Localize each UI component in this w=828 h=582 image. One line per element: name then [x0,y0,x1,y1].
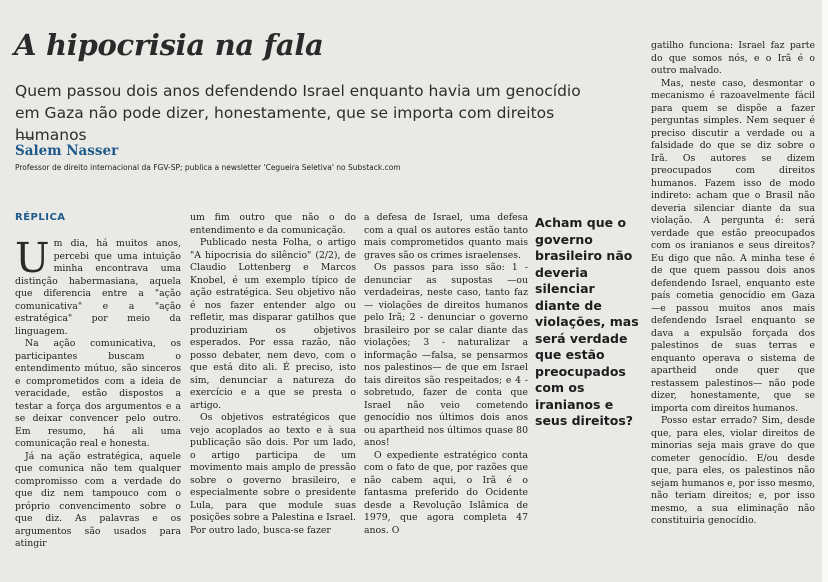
body-column-3 [364,212,528,578]
paragraph [15,238,181,338]
paragraph: um fim outro que não o do entendimento e da comunicação. [190,212,356,236]
paragraph: Já na ação estratégica, aquele que comunica não tem qualquer compromisso com a verdade do que diz nem tampouco com o próprio convencimento sobre o que diz. As palavras e os argumentos são usados para atingir [15,450,181,549]
paragraph: Os objetivos estratégicos que vejo acoplados ao texto e à sua publicação são dois. Por um lado, o artigo participa de um movimento mais amplo de pressão sobre o governo brasileiro, e especialmente sobre o presidente Lula, para que module suas posições sobre a Palestina e Israel. Por outro lado, busca-se fazer [190,412,356,536]
body-column-4 [651,40,815,540]
author-name: Salem Nasser [15,143,119,159]
paragraph: Publicado nesta Folha, o artigo "A hipocrisia do silêncio" (2/2), de Claudio Lottenberg e Marcos Knobel, é um exemplo típico de ação estratégica. Seu objetivo não é nos fazer entender algo ou refletir, mas disparar gatilhos que produziriam os objetivos esperados. Por essa razão, não posso debater, nem devo, com o que está dito ali. É preciso, isto sim, denunciar a natureza do exercício e a que se presta o artigo. [190,237,356,411]
drop-cap: U [15,238,50,282]
paragraph: O expediente estratégico conta com o fato de que, por razões que não cabem aqui, o Irã é o fantasma preferido do Ocidente desde a Revolução Islâmica de 1979, que agora completa 47 anos. O [364,449,528,536]
body-column-1 [15,238,181,578]
paragraph: Na ação comunicativa, os participantes buscam o entendimento mútuo, são sinceros e comprometidos com a ideia de veracidade, estão dispostos a testar a força dos argumentos e a se deixar convencer pelo outro. Em resumo, há ali uma comunicação real e honesta. [15,338,181,449]
paragraph: Posso estar errado? Sim, desde que, para eles, violar direitos de minorias seja mais grave do que cometer genocídio. E/ou desde que, para eles, os palestinos não sejam humanos e, por isso mesmo, não teriam direitos; e, por isso mesmo, a sua eliminação não constituiria genocídio. [651,415,815,526]
subheadline: Quem passou dois anos defendendo Israel enquanto havia um genocídio em Gaza não pode dizer, honestamente, que se importa com direitos humanos [15,82,581,144]
headline: A hipocrisia na fala [14,28,324,62]
paragraph: gatilho funciona: Israel faz parte do que somos nós, e o Irã é o outro malvado. [651,40,815,76]
author-bio: Professor de direito internacional da FGV-SP; publica a newsletter 'Cegueira Seletiva' no Substack.com [15,163,401,172]
page-edge [822,0,828,582]
body-column-2 [190,212,356,578]
paragraph: Os passos para isso são: 1 - denunciar as supostas —ou verdadeiras, neste caso, tanto faz— violações de direitos humanos pelo Irã; 2 - denunciar o governo brasileiro por se calar diante das violações; 3 - naturalizar a informação —falsa, se pensarmos nos palestinos— de que em Israel tais direitos são respeitados; e 4 - sobretudo, fazer de conta que Israel não veio cometendo genocídio nos últimos dois anos ou apartheid nos últimos quase 80 anos! [364,262,528,448]
section-tag: RÉPLICA [15,212,66,223]
paragraph: a defesa de Israel, uma defesa com a qual os autores estão tanto mais comprometidos quanto mais graves são os crimes israelenses. [364,212,528,261]
paragraph-text: m dia, há muitos anos, percebi que uma intuição minha encontrava uma distinção habermasiana, aquela que diferencia entre a "ação comunicativa" e a "ação estratégica" por meio da linguagem. [15,238,181,337]
author-divider [16,137,34,138]
pull-quote: Acham que o governo brasileiro não deveria silenciar diante de violações, mas será verdade que estão preocupados com os iranianos e seus direitos? [535,215,639,428]
paragraph: Mas, neste caso, desmontar o mecanismo é razoavelmente fácil para quem se dispõe a fazer perguntas simples. Nem sequer é preciso discutir a verdade ou a falsidade do que se diz sobre o Irã. Os autores se dizem preocupados com direitos humanos. Fazem isso de modo indireto: acham que o Brasil não deveria silenciar diante da sua violação. A pergunta é: será verdade que estão preocupados com os iranianos e seus direitos? Eu digo que não. A minha tese é de que quem passou dois anos defendendo Israel, enquanto este país cometia genocídio em Gaza —e passou muitos anos mais defendendo Israel enquanto se dava a expulsão forçada dos palestinos de suas terras e enquanto operava o sistema de apartheid onde quer que restassem palestinos— não pode dizer, honestamente, que se importa com direitos humanos. [651,77,815,414]
